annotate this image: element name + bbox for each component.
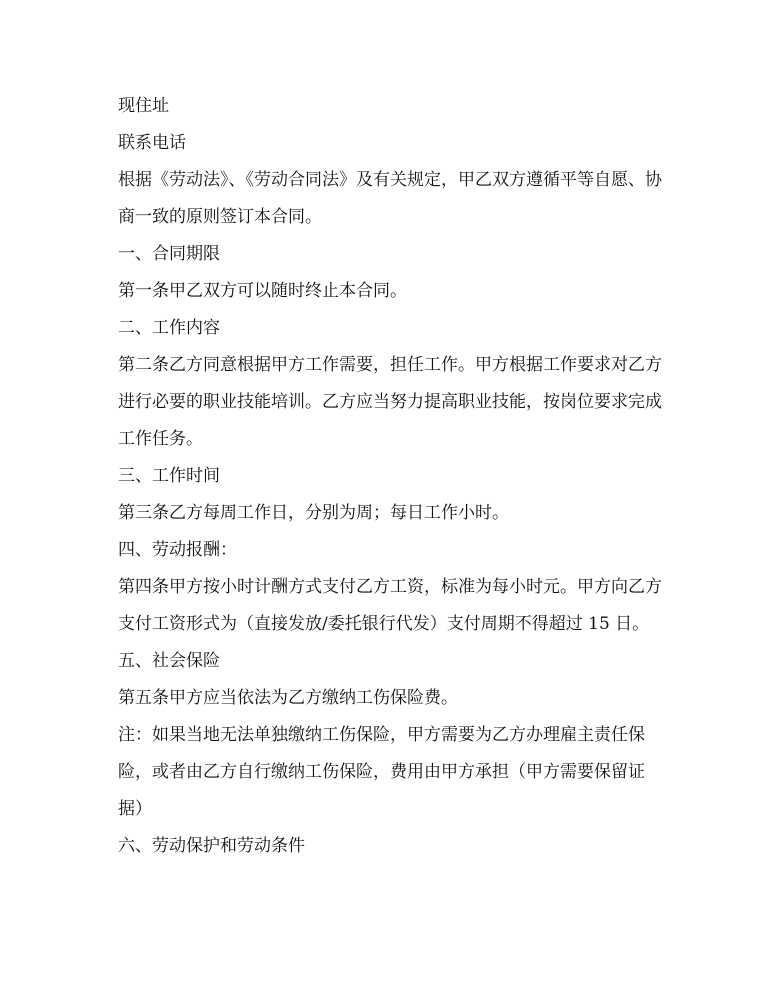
section-heading-remuneration: 四、劳动报酬： (118, 540, 237, 560)
article-4: 第四条甲方按小时计酬方式支付乙方工资，标准为每小时元。甲方向乙方支付工资形式为（直接发放/委托银行代发）支付周期不得超过 15 日。 (118, 577, 662, 634)
article-3: 第三条乙方每周工作日，分别为周；每日工作小时。 (118, 503, 509, 523)
note-paragraph: 注：如果当地无法单独缴纳工伤保险，甲方需要为乙方办理雇主责任保险，或者由乙方自行缴纳工伤保险，费用由甲方承担（甲方需要保留证据） (118, 725, 645, 819)
article-5: 第五条甲方应当依法为乙方缴纳工伤保险费。 (118, 688, 458, 708)
article-1: 第一条甲乙双方可以随时终止本合同。 (118, 281, 407, 301)
section-heading-work-hours: 三、工作时间 (118, 466, 220, 486)
section-heading-social-insurance: 五、社会保险 (118, 651, 220, 671)
section-heading-work-content: 二、工作内容 (118, 318, 220, 338)
preamble-paragraph: 根据《劳动法》、《劳动合同法》及有关规定，甲乙双方遵循平等自愿、协商一致的原则签订本合同。 (118, 170, 662, 227)
section-heading-contract-term: 一、合同期限 (118, 244, 220, 264)
document-body (118, 88, 663, 865)
field-current-address: 现住址 (118, 96, 169, 116)
field-contact-phone: 联系电话 (118, 133, 186, 153)
section-heading-labor-protection: 六、劳动保护和劳动条件 (118, 836, 305, 856)
article-2: 第二条乙方同意根据甲方工作需要，担任工作。甲方根据工作要求对乙方进行必要的职业技能培训。乙方应当努力提高职业技能，按岗位要求完成工作任务。 (118, 355, 662, 449)
